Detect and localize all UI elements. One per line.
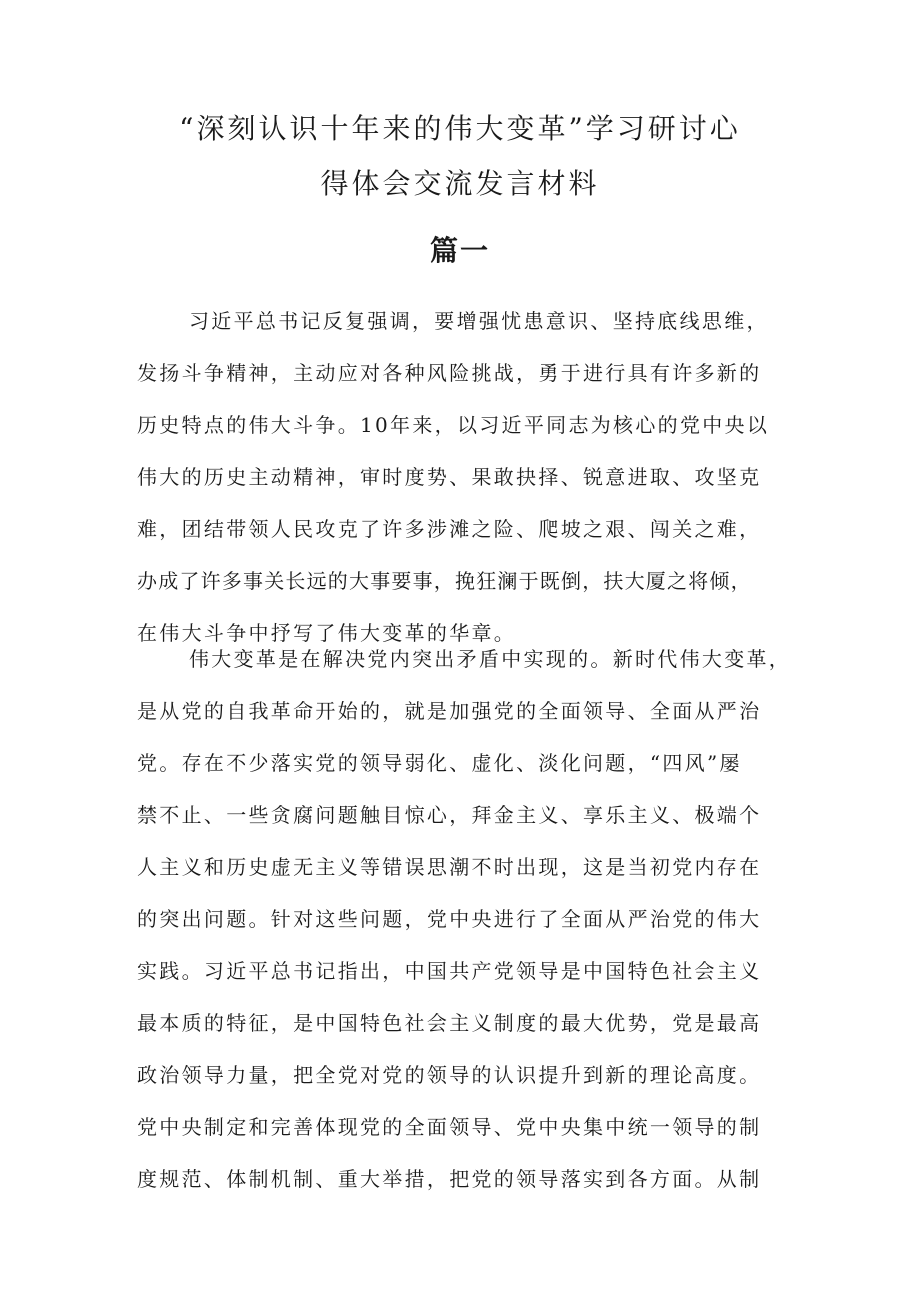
paragraph-line: 党中央制定和完善体现党的全面领导、党中央集中统一领导的制 xyxy=(137,1115,762,1139)
document-title-line-2: 得体会交流发言材料 xyxy=(320,167,600,200)
paragraph-line: 办成了许多事关长远的大事要事，挽狂澜于既倒，扶大厦之将倾， xyxy=(137,569,752,593)
paragraph-line: 人主义和历史虚无主义等错误思潮不时出现，这是当初党内存在 xyxy=(137,855,762,879)
document-title-line-1: “深刻认识十年来的伟大变革”学习研讨心 xyxy=(179,112,741,145)
paragraph-line: 习近平总书记反复强调，要增强忧患意识、坚持底线思维， xyxy=(189,309,769,333)
paragraph-line: 历史特点的伟大斗争。10年来，以习近平同志为核心的党中央以 xyxy=(137,413,770,437)
paragraph-line: 在伟大斗争中抒写了伟大变革的华章。 xyxy=(137,621,517,645)
paragraph-line: 发扬斗争精神，主动应对各种风险挑战，勇于进行具有许多新的 xyxy=(137,361,762,385)
paragraph-line: 是从党的自我革命开始的，就是加强党的全面领导、全面从严治 xyxy=(137,699,762,723)
paragraph-line: 伟大变革是在解决党内突出矛盾中实现的。新时代伟大变革， xyxy=(189,647,792,671)
paragraph-line: 政治领导力量，把全党对党的领导的认识提升到新的理论高度。 xyxy=(137,1063,762,1087)
paragraph-line: 实践。习近平总书记指出，中国共产党领导是中国特色社会主义 xyxy=(137,959,762,983)
paragraph-line: 禁不止、一些贪腐问题触目惊心，拜金主义、享乐主义、极端个 xyxy=(137,803,762,827)
paragraph-2 xyxy=(137,633,805,1205)
section-heading: 篇一 xyxy=(429,234,490,267)
paragraph-line: 难，团结带领人民攻克了许多涉滩之险、爬坡之艰、闯关之难， xyxy=(137,517,762,541)
paragraph-line: 伟大的历史主动精神，审时度势、果敢抉择、锐意进取、攻坚克 xyxy=(137,465,762,489)
paragraph-line: 党。存在不少落实党的领导弱化、虚化、淡化问题，“四风”屡 xyxy=(137,751,742,775)
paragraph-line: 的突出问题。针对这些问题，党中央进行了全面从严治党的伟大 xyxy=(137,907,762,931)
paragraph-line: 最本质的特征，是中国特色社会主义制度的最大优势，党是最高 xyxy=(137,1011,762,1035)
paragraph-line: 度规范、体制机制、重大举措，把党的领导落实到各方面。从制 xyxy=(137,1167,762,1191)
paragraph-1 xyxy=(137,295,805,659)
